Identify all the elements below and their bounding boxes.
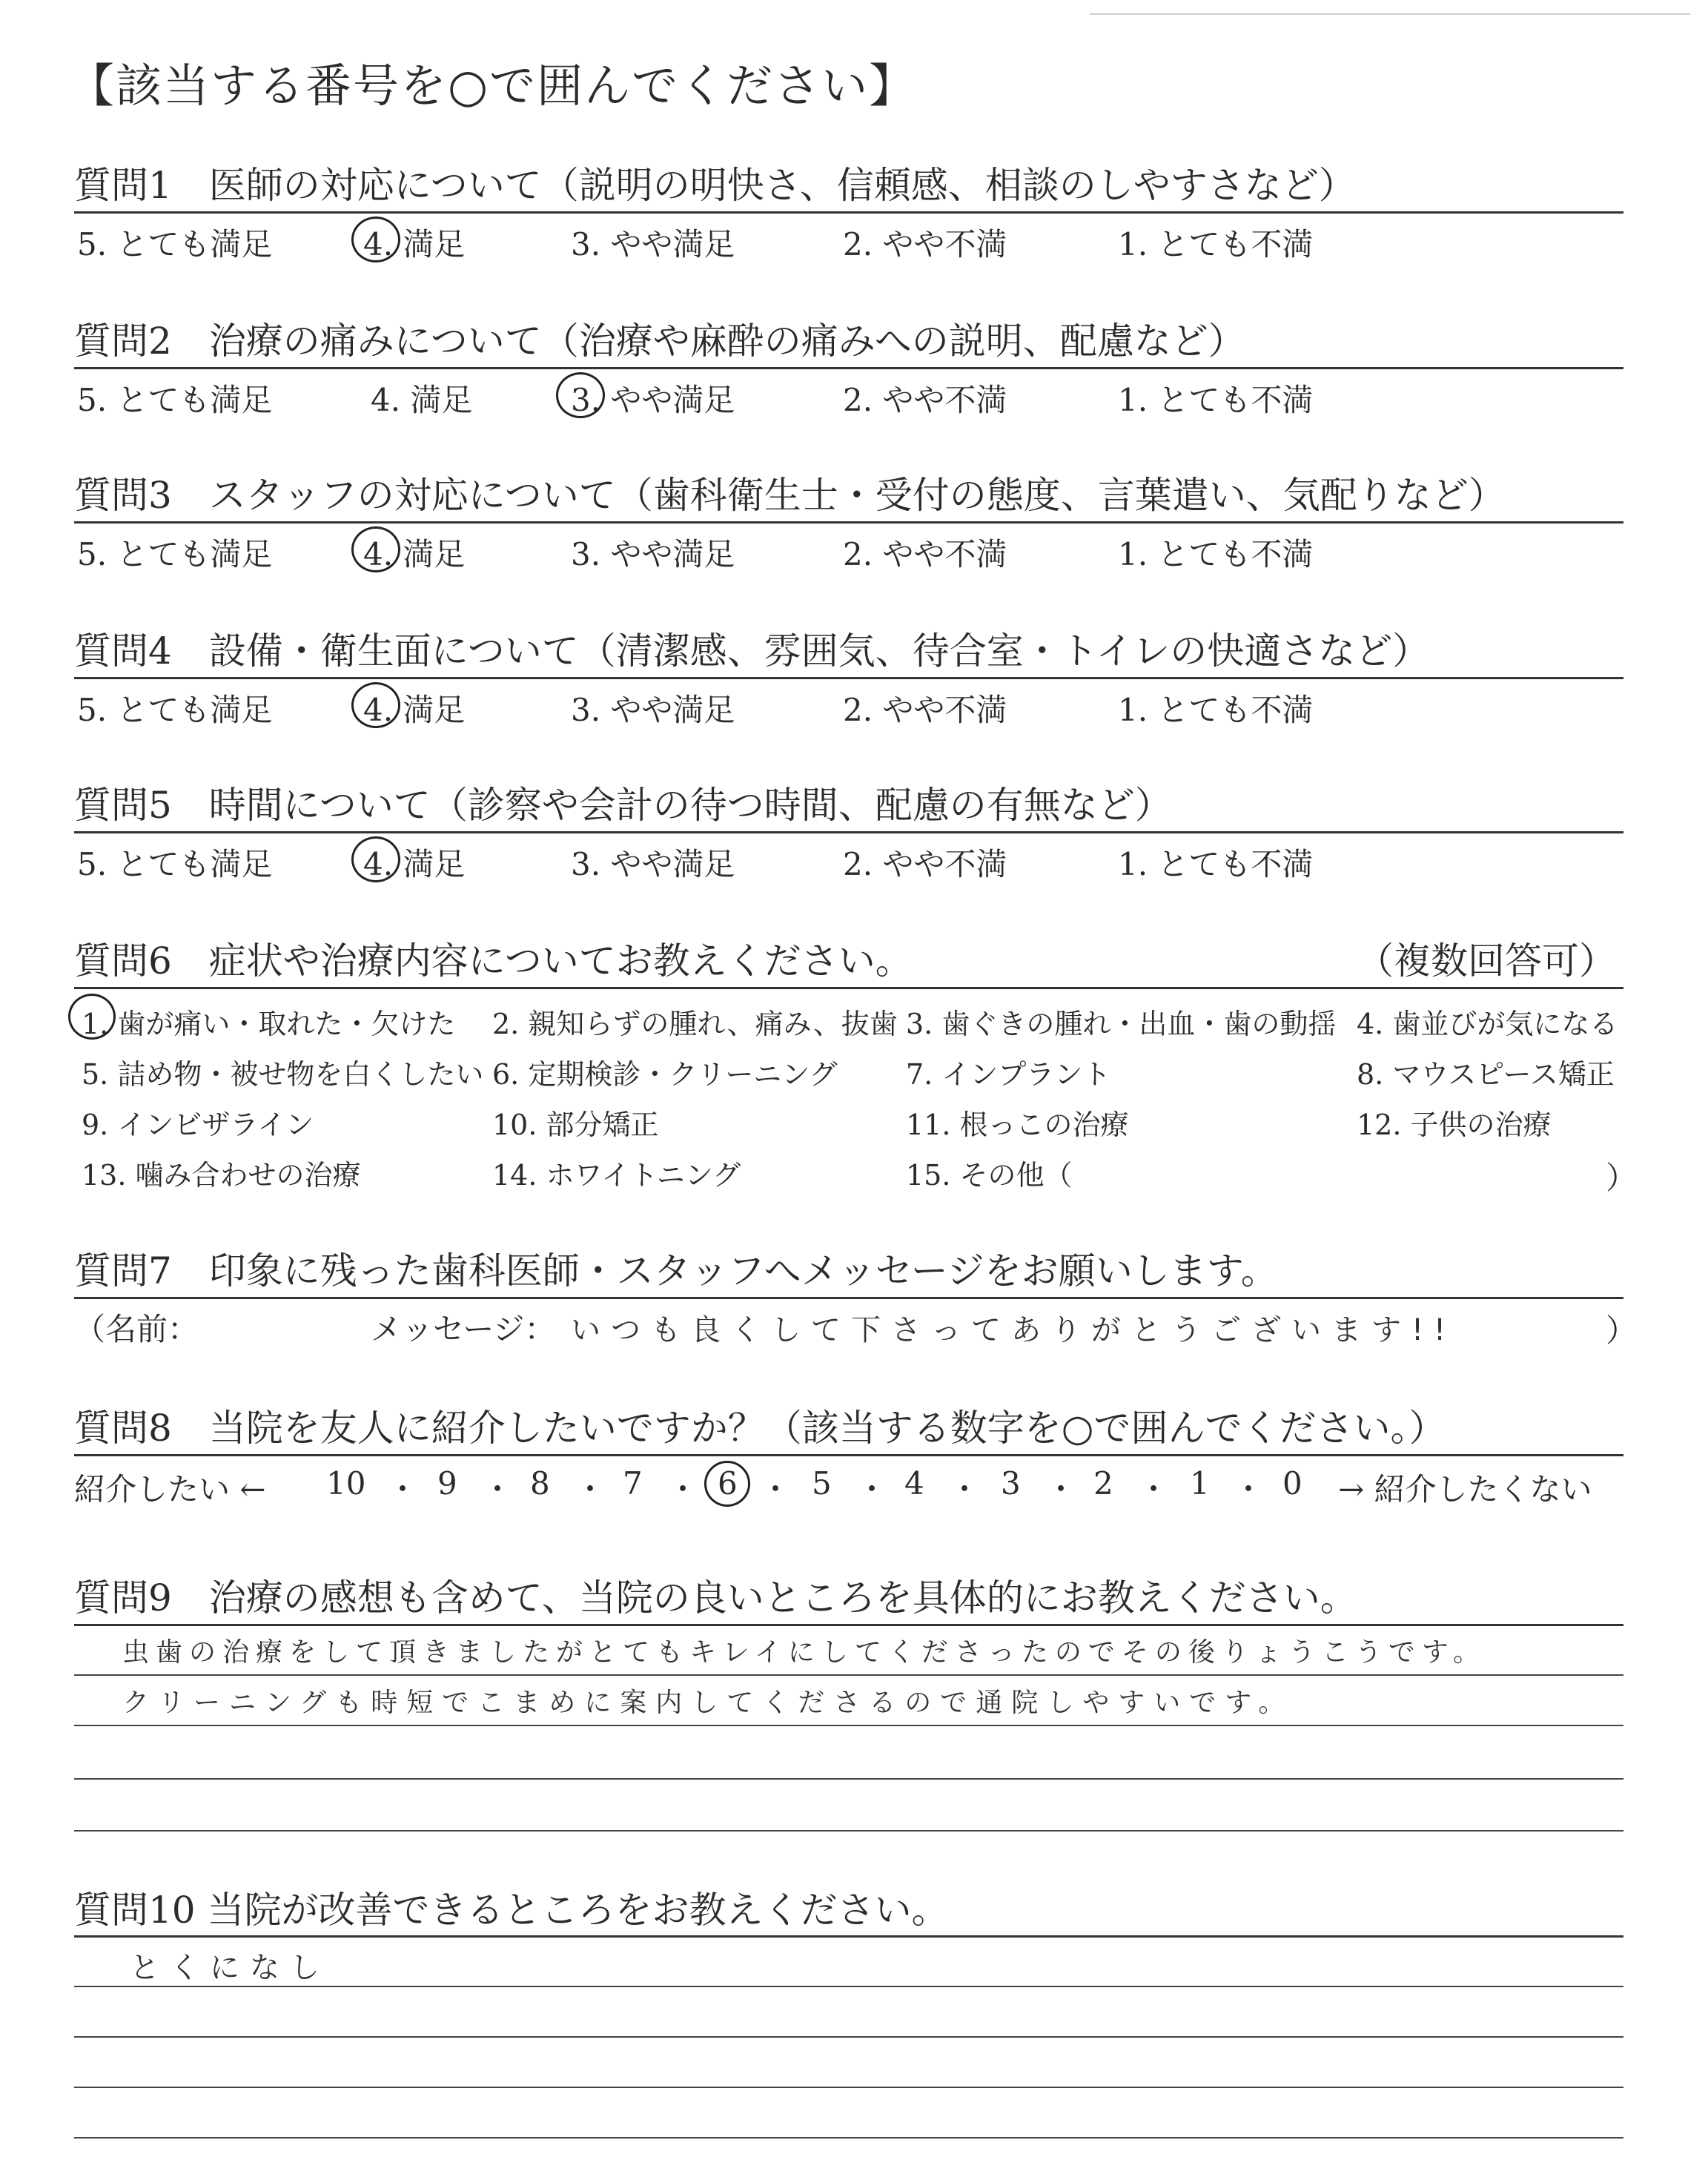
- q6-option-12[interactable]: 12. 子供の治療: [1357, 1109, 1552, 1141]
- q6-title: 質問6 症状や治療内容についてお教えください。: [74, 939, 913, 982]
- q5-option-2[interactable]: 2. やや不満: [843, 846, 1007, 882]
- q8-dot: ・: [949, 1471, 981, 1507]
- q8-dot: ・: [1138, 1471, 1170, 1507]
- q9-answer-line-1[interactable]: 虫歯の治療をして頂きましたがとてもキレイにしてくださったのでその後りょうこうです。: [122, 1637, 1486, 1668]
- q7-message-text[interactable]: いつも良くして下さってありがとうございます!!: [571, 1313, 1457, 1347]
- q6-option-11[interactable]: 11. 根っこの治療: [906, 1109, 1129, 1141]
- q8-dot: ・: [760, 1471, 792, 1507]
- q9-title: 質問9 治療の感想も含めて、当院の良いところを具体的にお教えください。: [74, 1576, 1357, 1619]
- q3-option-4[interactable]: 4. 満足: [363, 536, 466, 572]
- q3-option-3[interactable]: 3. やや満足: [571, 536, 735, 572]
- q5-rule: [74, 831, 1623, 833]
- q8-dot: ・: [667, 1471, 699, 1507]
- q8-scale-3[interactable]: 3: [1001, 1465, 1021, 1502]
- q4-option-1[interactable]: 1. とても不満: [1118, 692, 1314, 728]
- q7-message-label: メッセージ：: [371, 1311, 556, 1347]
- q7-name-label: （名前：: [74, 1311, 199, 1347]
- q8-scale-6[interactable]: 6: [718, 1465, 738, 1502]
- q3-option-5[interactable]: 5. とても満足: [77, 536, 273, 572]
- q6-selection-circle: [68, 994, 116, 1040]
- q6-option-15[interactable]: 15. その他（: [906, 1159, 1073, 1192]
- q2-option-4[interactable]: 4. 満足: [371, 382, 473, 418]
- q4-option-4[interactable]: 4. 満足: [363, 692, 466, 728]
- q8-title: 質問8 当院を友人に紹介したいですか？（該当する数字を○で囲んでください。）: [74, 1407, 1446, 1450]
- q6-option-14[interactable]: 14. ホワイトニング: [492, 1159, 741, 1192]
- q9-rule: [74, 1624, 1623, 1626]
- q6-option-4[interactable]: 4. 歯並びが気になる: [1357, 1008, 1618, 1040]
- q4-title: 質問4 設備・衛生面について（清潔感、雰囲気、待合室・トイレの快適さなど）: [74, 630, 1430, 673]
- q10-line: [74, 1986, 1623, 1987]
- q8-dot: ・: [387, 1471, 419, 1507]
- q8-rule: [74, 1454, 1623, 1456]
- q8-scale-9[interactable]: 9: [437, 1465, 457, 1502]
- q7-rule: [74, 1297, 1623, 1299]
- q8-scale-5[interactable]: 5: [812, 1465, 832, 1502]
- q10-line: [74, 2036, 1623, 2038]
- q7-close-paren: ）: [1606, 1312, 1638, 1349]
- q8-scale-4[interactable]: 4: [904, 1465, 924, 1502]
- q9-line: [74, 1830, 1623, 1832]
- q4-option-3[interactable]: 3. やや満足: [571, 692, 735, 728]
- q5-title: 質問5 時間について（診察や会計の待つ時間、配慮の有無など）: [74, 784, 1172, 827]
- q4-option-2[interactable]: 2. やや不満: [843, 692, 1007, 728]
- q8-scale-2[interactable]: 2: [1093, 1465, 1113, 1502]
- q8-scale-8[interactable]: 8: [530, 1465, 550, 1502]
- q9-line: [74, 1674, 1623, 1676]
- q6-option-3[interactable]: 3. 歯ぐきの腫れ・出血・歯の動揺: [906, 1008, 1337, 1040]
- q6-rule: [74, 987, 1623, 989]
- q8-dot: ・: [1233, 1471, 1265, 1507]
- q2-selection-circle: [556, 372, 605, 418]
- q9-answer-line-2[interactable]: クリーニングも時短でこまめに案内してくださるので通院しやすいです。: [122, 1688, 1294, 1718]
- q2-option-1[interactable]: 1. とても不満: [1118, 382, 1314, 418]
- q8-selection-circle: [704, 1461, 750, 1507]
- q3-selection-circle: [351, 526, 400, 572]
- q6-option-13[interactable]: 13. 噛み合わせの治療: [82, 1159, 361, 1192]
- q6-option-10[interactable]: 10. 部分矯正: [492, 1109, 659, 1141]
- q6-option-9[interactable]: 9. インビザライン: [82, 1109, 314, 1141]
- q1-title: 質問1 医師の対応について（説明の明快さ、信頼感、相談のしやすさなど）: [74, 164, 1356, 207]
- q2-rule: [74, 367, 1623, 369]
- q1-rule: [74, 211, 1623, 214]
- q3-option-2[interactable]: 2. やや不満: [843, 536, 1007, 572]
- q3-title: 質問3 スタッフの対応について（歯科衛生士・受付の態度、言葉遣い、気配りなど）: [74, 474, 1506, 517]
- q6-close-paren: ）: [1606, 1160, 1638, 1196]
- q10-line: [74, 2137, 1623, 2138]
- q8-dot: ・: [856, 1471, 888, 1507]
- q6-note: （複数回答可）: [1357, 939, 1616, 982]
- q3-rule: [74, 521, 1623, 524]
- q3-option-1[interactable]: 1. とても不満: [1118, 536, 1314, 572]
- q6-option-7[interactable]: 7. インプラント: [906, 1058, 1111, 1091]
- q6-option-2[interactable]: 2. 親知らずの腫れ、痛み、抜歯: [492, 1008, 898, 1040]
- q6-option-5[interactable]: 5. 詰め物・被せ物を白くしたい: [82, 1058, 484, 1091]
- q2-option-2[interactable]: 2. やや不満: [843, 382, 1007, 418]
- q1-option-2[interactable]: 2. やや不満: [843, 226, 1007, 262]
- q1-selection-circle: [351, 217, 400, 262]
- q5-selection-circle: [351, 836, 400, 882]
- q5-option-1[interactable]: 1. とても不満: [1118, 846, 1314, 882]
- q10-rule: [74, 1935, 1623, 1938]
- q9-line: [74, 1725, 1623, 1726]
- q1-option-1[interactable]: 1. とても不満: [1118, 226, 1314, 262]
- q10-title: 質問10 当院が改善できるところをお教えください。: [74, 1889, 949, 1932]
- q8-scale-7[interactable]: 7: [623, 1465, 643, 1502]
- q2-option-3[interactable]: 3. やや満足: [571, 382, 735, 418]
- q5-option-4[interactable]: 4. 満足: [363, 846, 466, 882]
- form-header: 【該当する番号を○で囲んでください】: [68, 59, 917, 113]
- q8-scale-1[interactable]: 1: [1190, 1465, 1210, 1502]
- q1-option-3[interactable]: 3. やや満足: [571, 226, 735, 262]
- q8-right-label: → 紹介したくない: [1338, 1471, 1592, 1507]
- q4-option-5[interactable]: 5. とても満足: [77, 692, 273, 728]
- q10-line: [74, 2087, 1623, 2088]
- q6-option-8[interactable]: 8. マウスピース矯正: [1357, 1058, 1615, 1091]
- q4-selection-circle: [351, 682, 400, 728]
- q6-option-6[interactable]: 6. 定期検診・クリーニング: [492, 1058, 838, 1091]
- q5-option-5[interactable]: 5. とても満足: [77, 846, 273, 882]
- scan-edge-line: [1090, 13, 1690, 15]
- q5-option-3[interactable]: 3. やや満足: [571, 846, 735, 882]
- q4-rule: [74, 677, 1623, 679]
- q2-option-5[interactable]: 5. とても満足: [77, 382, 273, 418]
- q8-left-label: 紹介したい ←: [74, 1471, 266, 1507]
- q8-scale-0[interactable]: 0: [1282, 1465, 1302, 1502]
- q2-title: 質問2 治療の痛みについて（治療や麻酔の痛みへの説明、配慮など）: [74, 320, 1245, 363]
- q10-answer-line-1[interactable]: とくになし: [130, 1951, 330, 1985]
- q1-option-5[interactable]: 5. とても満足: [77, 226, 273, 262]
- q9-line: [74, 1778, 1623, 1780]
- q8-scale-10[interactable]: 10: [326, 1465, 366, 1502]
- q8-dot: ・: [575, 1471, 606, 1507]
- q8-dot: ・: [1045, 1471, 1077, 1507]
- q1-option-4[interactable]: 4. 満足: [363, 226, 466, 262]
- q7-title: 質問7 印象に残った歯科医師・スタッフへメッセージをお願いします。: [74, 1249, 1278, 1292]
- q6-option-1[interactable]: 1. 歯が痛い・取れた・欠けた: [82, 1008, 456, 1040]
- q8-dot: ・: [482, 1471, 514, 1507]
